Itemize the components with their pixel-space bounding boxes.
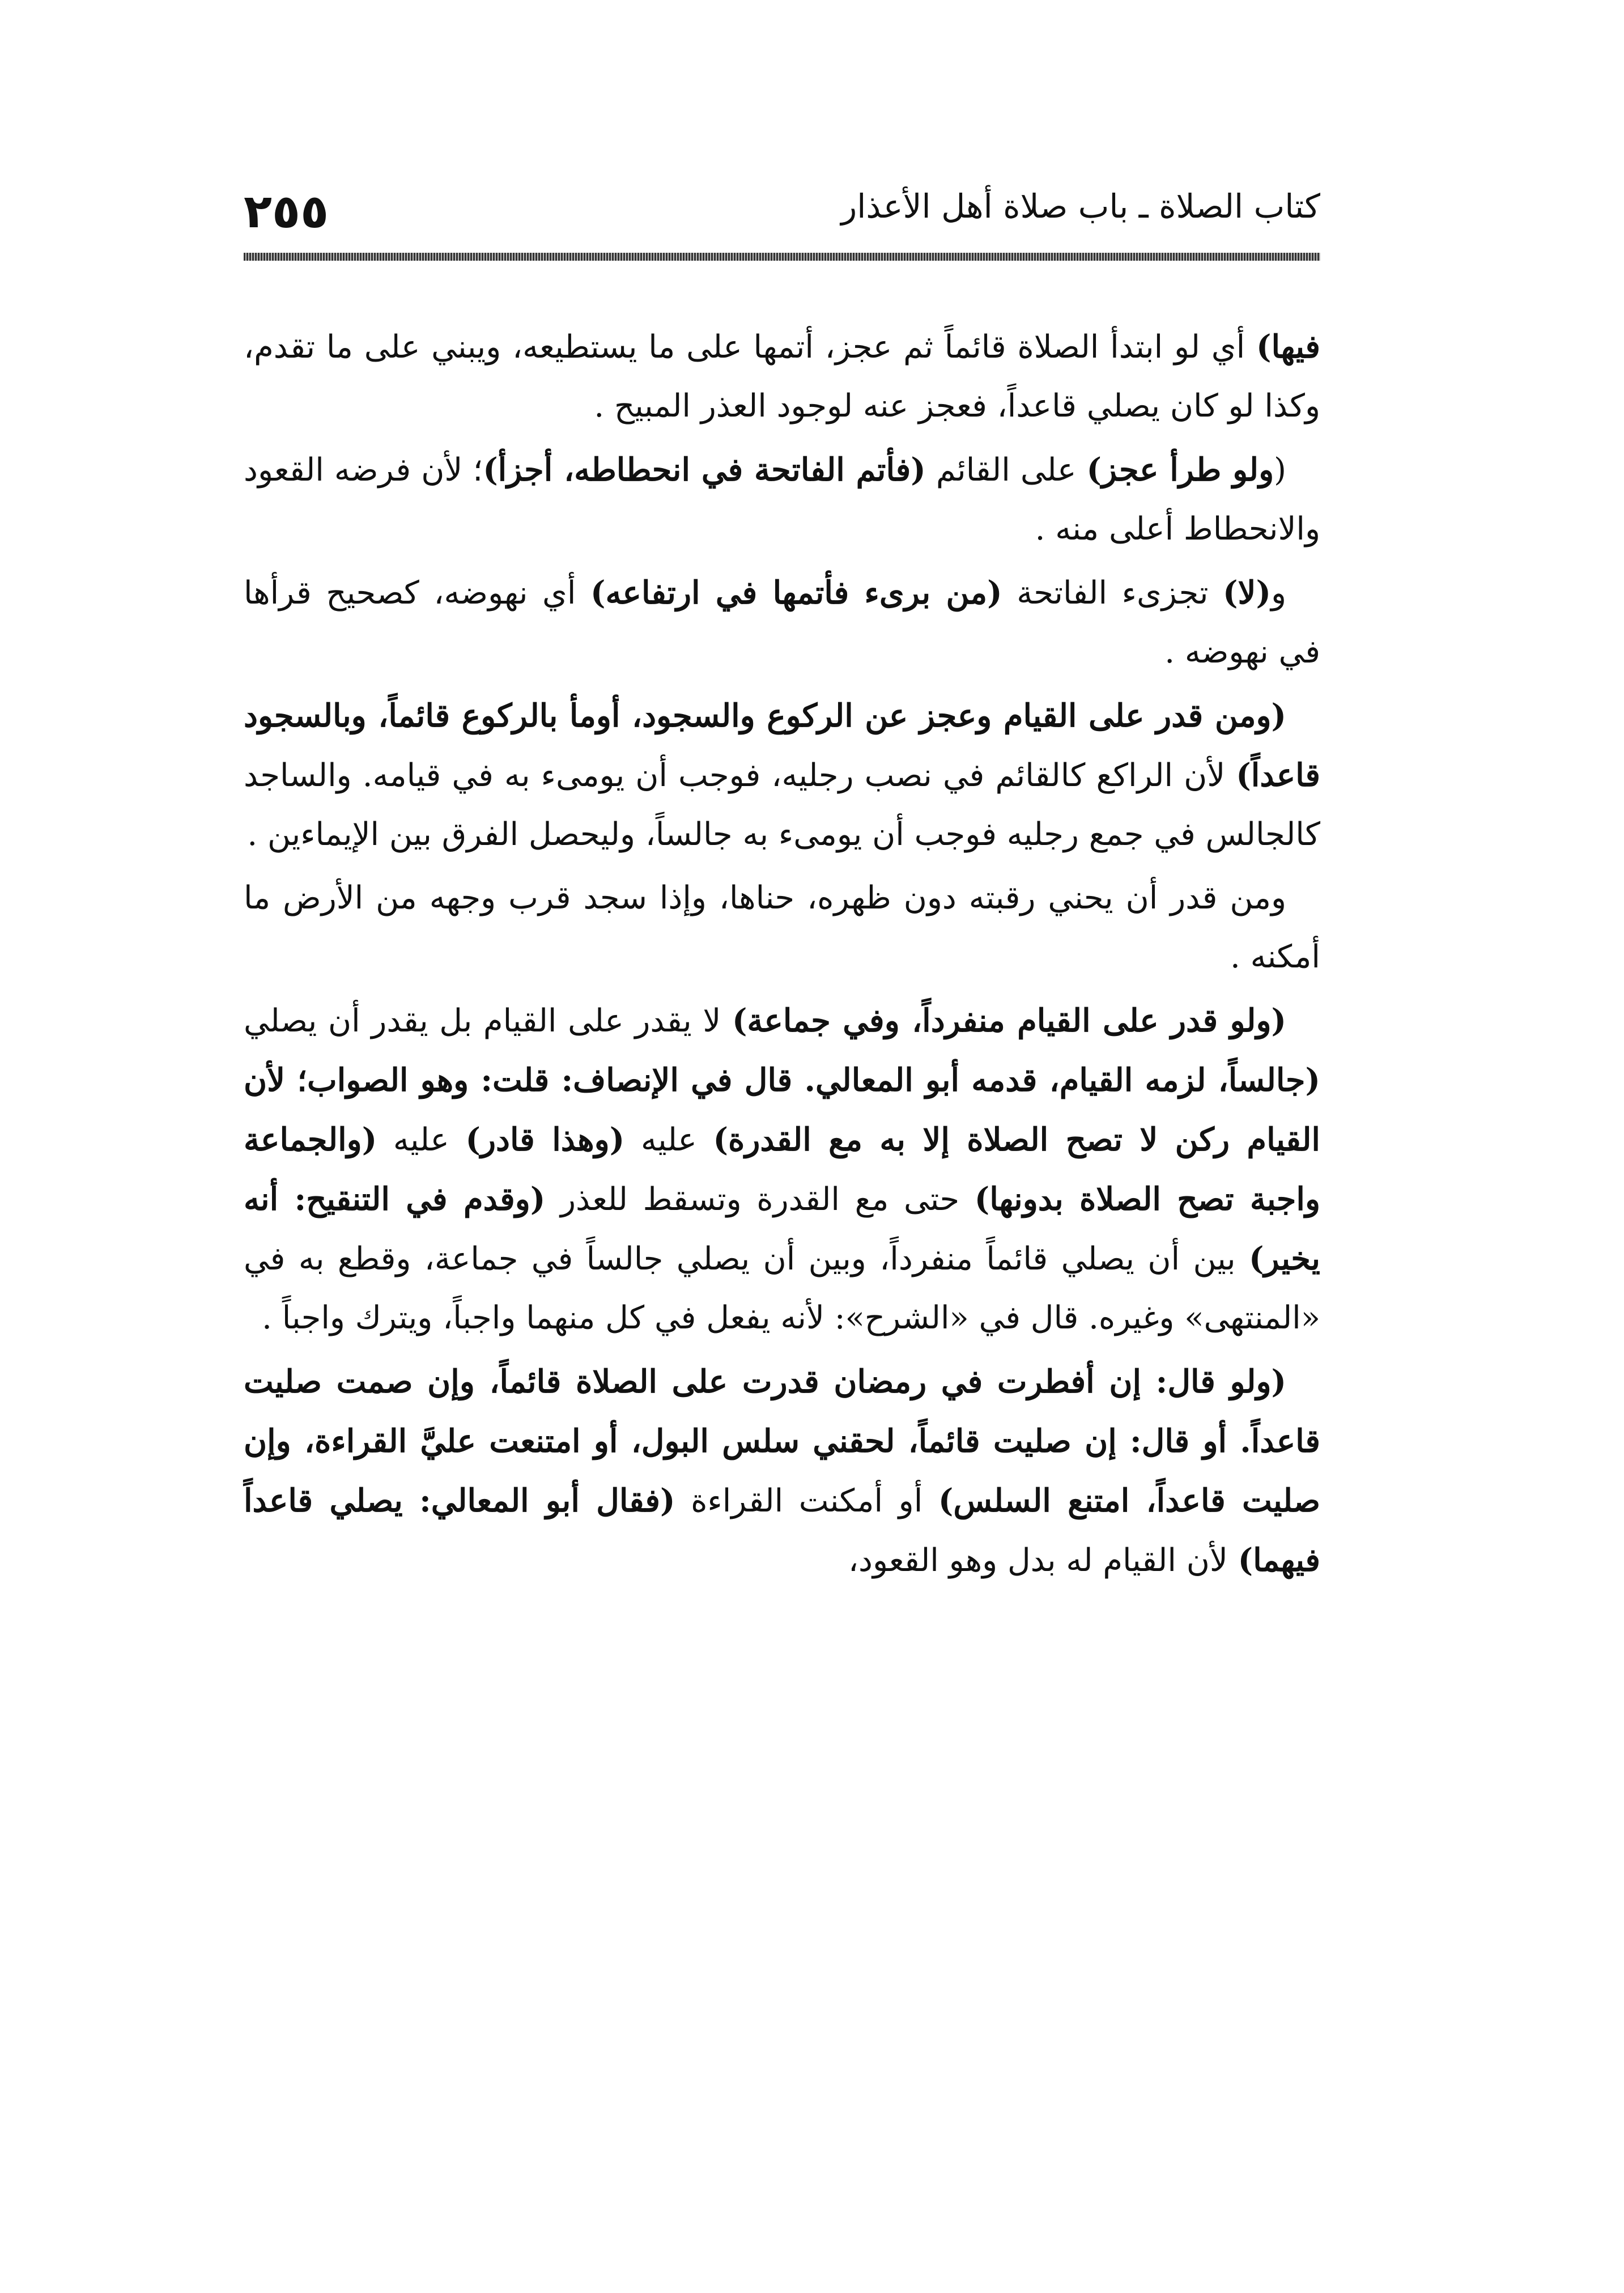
bold-text-segment: فيها): [1256, 328, 1320, 366]
bold-text-segment: (ولو قدر على القيام منفرداً، وفي جماعة): [732, 1002, 1286, 1039]
paragraph: [244, 563, 1320, 682]
text-segment: أي نهوضه، كصحيح قرأها في نهوضه .: [244, 575, 1320, 670]
bold-text-segment: (ومن قدر على القيام وعجز عن الركوع والسجود، أومأ بالركوع قائماً، وبالسجود قاعداً): [244, 697, 1320, 794]
text-segment: ؛ لأن فرضه القعود والانحطاط أعلى منه .: [244, 452, 1320, 547]
paragraph: [244, 686, 1320, 864]
bold-text-segment: (لا): [1223, 574, 1271, 612]
body-text: [244, 317, 1320, 1595]
text-segment: لأن الراكع كالقائم في نصب رجليه، فوجب أن يومىء به في قيامه. والساجد كالجالس في جمع رجليه فوجب أن يومىء به جالساً، وليحصل الفرق بين الإيماءين .: [244, 757, 1320, 853]
bold-text-segment: (وقدم في التنقيح: أنه يخير): [244, 1181, 1320, 1277]
text-segment: بين أن يصلي قائماً منفرداً، وبين أن يصلي جالساً في جماعة، وقطع به في «المنتهى» وغيره. قال في «الشرح»: لأنه يفعل في كل منهما واجباً، ويترك واجباً .: [244, 1241, 1320, 1336]
text-segment: تجزىء الفاتحة: [1002, 575, 1223, 612]
header-rule: [244, 253, 1320, 261]
bold-text-segment: (والجماعة واجبة تصح الصلاة بدونها): [244, 1121, 1320, 1218]
text-segment: أو أمكنت القراءة: [675, 1483, 938, 1519]
text-segment: لا يقدر على القيام بل يقدر أن يصلي: [244, 1003, 732, 1039]
paragraph: [244, 317, 1320, 436]
text-segment: (: [1274, 452, 1286, 489]
text-segment: حتى مع القدرة وتسقط للعذر: [545, 1181, 975, 1218]
text-segment: عليه: [377, 1122, 466, 1158]
bold-text-segment: (ولو قال: إن أفطرت في رمضان قدرت على الصلاة قائماً، وإن صمت صليت قاعداً. أو قال: إن صليت قائماً، لحقني سلس البول، أو امتنعت عليَّ القراءة، وإن صليت قاعداً، امتنع السلس): [244, 1363, 1321, 1519]
bold-text-segment: (فأتم الفاتحة في انحطاطه، أجزأ): [483, 451, 926, 489]
bold-text-segment: (فقال أبو المعالي: يصلي قاعداً فيهما): [244, 1482, 1320, 1579]
page-header: [244, 180, 1320, 243]
paragraph: [244, 1352, 1320, 1590]
bold-text-segment: (جالساً، لزمه القيام، قدمه أبو المعالي. قال في الإنصاف: قلت: وهو الصواب؛ لأن القيام ركن لا تصح الصلاة إلا به مع القدرة): [244, 1061, 1320, 1158]
text-segment: ومن قدر أن يحني رقبته دون ظهره، حناها، وإذا سجد قرب وجهه من الأرض ما أمكنه .: [244, 880, 1320, 975]
text-segment: على القائم: [925, 452, 1087, 489]
bold-text-segment: (من برىء فأتمها في ارتفاعه): [590, 574, 1002, 612]
page-number: ٢٥٥: [244, 185, 329, 239]
text-segment: عليه: [624, 1122, 713, 1158]
bold-text-segment: ولو طرأ عجز): [1086, 451, 1274, 489]
bold-text-segment: (وهذا قادر): [465, 1121, 625, 1158]
running-title: كتاب الصلاة ـ باب صلاة أهل الأعذار: [841, 187, 1320, 226]
paragraph: [244, 991, 1320, 1348]
paragraph: [244, 440, 1320, 559]
text-segment: لأن القيام له بدل وهو القعود،: [848, 1542, 1238, 1579]
paragraph: [244, 869, 1320, 987]
text-segment: و: [1270, 575, 1287, 612]
text-segment: أي لو ابتدأ الصلاة قائماً ثم عجز، أتمها على ما يستطيعه، ويبني على ما تقدم، وكذا لو كان يصلي قاعداً، فعجز عنه لوجود العذر المبيح .: [244, 329, 1320, 424]
